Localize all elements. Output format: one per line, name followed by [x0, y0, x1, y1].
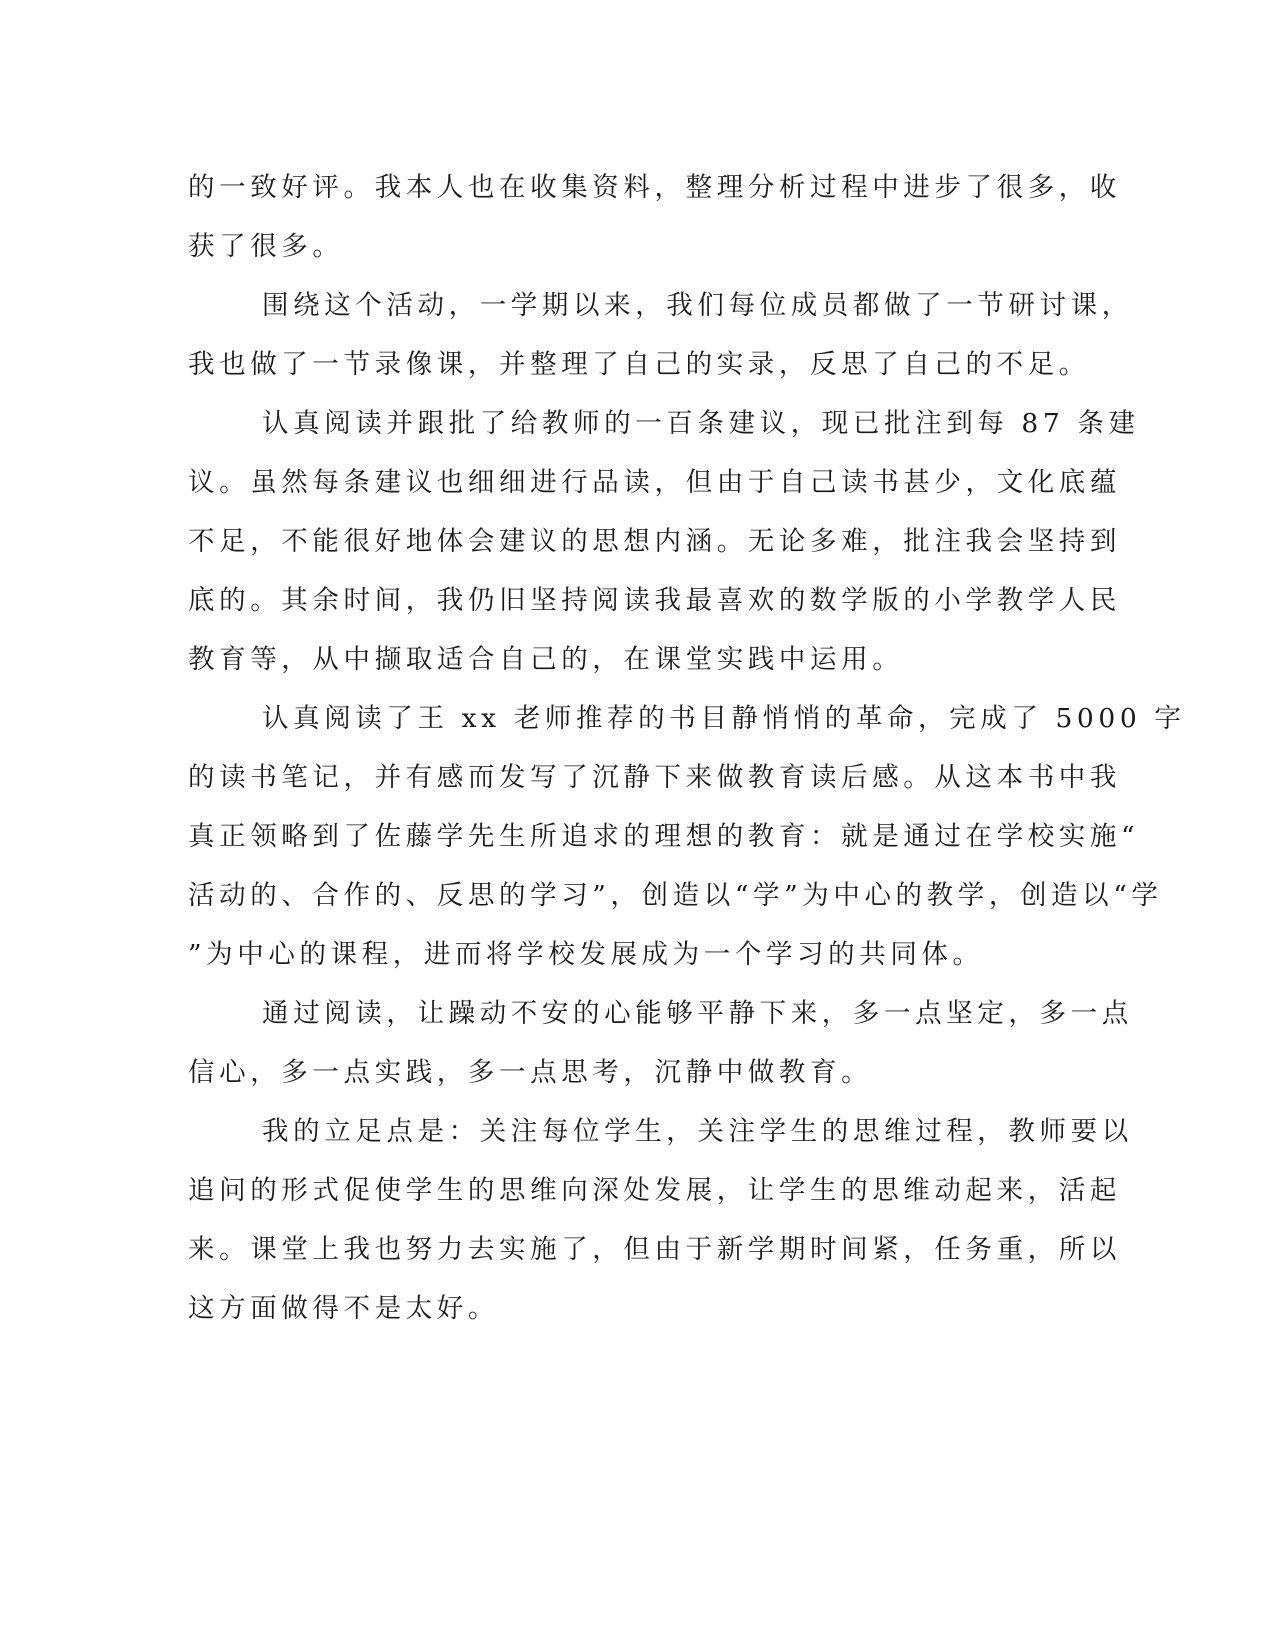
paragraph-reading-suggestions	[188, 394, 1140, 689]
text-line: 通过阅读，让躁动不安的心能够平静下来，多一点坚定，多一点	[262, 998, 1133, 1029]
paragraph-continuation	[188, 158, 1121, 276]
paragraph-quiet-revolution	[188, 689, 1186, 984]
text-line: 议。虽然每条建议也细细进行品读，但由于自己读书甚少，文化底蕴	[188, 467, 1121, 498]
text-line: 底的。其余时间，我仍旧坚持阅读我最喜欢的数学版的小学教学人民	[188, 585, 1121, 616]
text-line: 来。课堂上我也努力去实施了，但由于新学期时间紧，任务重，所以	[188, 1234, 1121, 1265]
text-line: 的一致好评。我本人也在收集资料，整理分析过程中进步了很多，收	[188, 172, 1121, 203]
paragraph-calm-reading	[188, 984, 1133, 1102]
text-line: 真正领略到了佐藤学先生所追求的理想的教育：就是通过在学校实施“	[188, 821, 1140, 852]
text-line: 追问的形式促使学生的思维向深处发展，让学生的思维动起来，活起	[188, 1175, 1121, 1206]
text-line: 不足，不能很好地体会建议的思想内涵。无论多难，批注我会坚持到	[188, 526, 1121, 557]
paragraph-seminar	[188, 276, 1133, 394]
paragraph-focus-point	[188, 1102, 1133, 1338]
text-line: 认真阅读了王 xx 老师推荐的书目静悄悄的革命，完成了 5000 字	[262, 703, 1186, 734]
text-line: 围绕这个活动，一学期以来，我们每位成员都做了一节研讨课，	[262, 290, 1133, 321]
text-line: 认真阅读并跟批了给教师的一百条建议，现已批注到每 87 条建	[262, 408, 1140, 439]
body-text	[188, 158, 1186, 1338]
text-line: 信心，多一点实践，多一点思考，沉静中做教育。	[188, 1057, 873, 1088]
text-line: 的读书笔记，并有感而发写了沉静下来做教育读后感。从这本书中我	[188, 762, 1121, 793]
text-line: 活动的、合作的、反思的学习”，创造以“学”为中心的教学，创造以“学	[188, 880, 1163, 911]
text-line: 我也做了一节录像课，并整理了自己的实录，反思了自己的不足。	[188, 349, 1090, 380]
text-line: 这方面做得不是太好。	[188, 1293, 499, 1324]
text-line: ”为中心的课程，进而将学校发展成为一个学习的共同体。	[188, 939, 984, 970]
text-line: 获了很多。	[188, 231, 344, 262]
text-line: 教育等，从中撷取适合自己的，在课堂实践中运用。	[188, 644, 904, 675]
text-line: 我的立足点是：关注每位学生，关注学生的思维过程，教师要以	[262, 1116, 1133, 1147]
